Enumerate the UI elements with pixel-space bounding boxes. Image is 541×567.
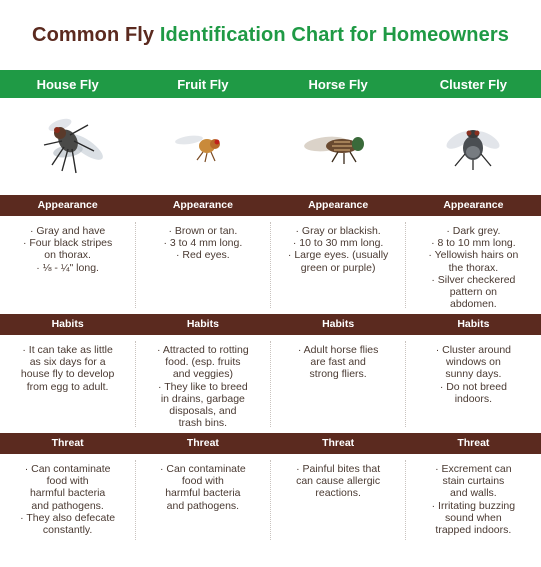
page-title xyxy=(0,24,541,47)
threat-label: Threat xyxy=(457,437,490,449)
bullet-line: · ⅛ - ¼" long. xyxy=(36,261,99,274)
habits-header xyxy=(0,314,541,335)
appearance-horse-fly xyxy=(271,225,406,310)
appearance-fruit-fly xyxy=(135,225,270,310)
horse-fly-image-cell xyxy=(271,100,406,192)
column-divider xyxy=(405,460,406,540)
bullet-line: constantly. xyxy=(42,524,93,537)
bullet-line: trapped indoors. xyxy=(435,524,512,537)
house-fly-image-cell xyxy=(0,100,135,192)
bullet-line: stain curtains xyxy=(442,475,505,488)
bullet-line: · Painful bites that xyxy=(296,463,381,475)
threat-cluster-fly xyxy=(406,463,541,536)
bullet-line: · Dark grey. xyxy=(446,225,501,237)
fly-name-fruit: Fruit Fly xyxy=(177,77,229,92)
habits-label: Habits xyxy=(186,318,219,330)
bullet-line: and pathogens. xyxy=(166,499,240,512)
bullet-line: · Attracted to rotting xyxy=(157,344,249,356)
bullet-line: reactions. xyxy=(315,487,361,500)
bullet-line: sound when xyxy=(445,511,502,524)
habits-cluster-fly xyxy=(406,344,541,429)
bullet-line: · Cluster around xyxy=(435,344,512,356)
appearance-label: Appearance xyxy=(308,199,369,211)
bullet-line: from egg to adult. xyxy=(26,380,109,393)
bullet-line: in drains, garbage xyxy=(160,392,245,405)
bullet-line: house fly to develop xyxy=(20,368,115,381)
fly-name-cluster: Cluster Fly xyxy=(439,77,507,92)
bullet-line: food. (esp. fruits xyxy=(165,356,241,369)
bullet-line: · They like to breed xyxy=(158,380,248,393)
habits-label: Habits xyxy=(51,318,84,330)
bullet-line: · Irritating buzzing xyxy=(431,499,516,512)
column-divider xyxy=(405,222,406,308)
column-divider xyxy=(405,341,406,427)
threat-label: Threat xyxy=(322,437,355,449)
bullet-line: harmful bacteria xyxy=(165,487,241,500)
appearance-house-fly xyxy=(0,225,135,310)
title-part-2: Identification Chart for Homeowners xyxy=(159,24,509,46)
fruit-fly-image-cell xyxy=(135,100,270,192)
horse-fly-icon xyxy=(298,126,378,166)
column-divider xyxy=(270,222,271,308)
bullet-line: harmful bacteria xyxy=(29,487,106,500)
column-divider xyxy=(135,222,136,308)
bullet-line: and veggies) xyxy=(172,368,233,381)
fly-name-house: House Fly xyxy=(36,77,99,92)
bullet-line: the thorax. xyxy=(448,261,499,274)
bullet-line: · Large eyes. (usually xyxy=(287,249,389,262)
appearance-label: Appearance xyxy=(172,199,233,211)
bullet-line: pattern on xyxy=(449,286,498,299)
bullet-line: · Can contaminate xyxy=(159,463,246,475)
column-divider xyxy=(270,341,271,427)
bullet-line: disposals, and xyxy=(169,405,237,418)
column-divider xyxy=(135,341,136,427)
bullet-line: on thorax. xyxy=(44,249,91,262)
bullet-line: · 10 to 30 mm long. xyxy=(292,237,384,250)
habits-label: Habits xyxy=(457,318,490,330)
bullet-line: · Can contaminate xyxy=(24,463,111,475)
threat-house-fly xyxy=(0,463,135,536)
habits-horse-fly xyxy=(271,344,406,429)
bullet-line: · Yellowish hairs on xyxy=(428,249,519,262)
threat-fruit-fly xyxy=(135,463,270,536)
threat-horse-fly xyxy=(271,463,406,536)
threat-label: Threat xyxy=(186,437,219,449)
bullet-line: green or purple) xyxy=(300,261,376,274)
column-divider xyxy=(270,460,271,540)
bullet-line: · Gray or blackish. xyxy=(295,225,381,237)
cluster-fly-icon xyxy=(441,120,505,172)
bullet-line: sunny days. xyxy=(445,368,502,381)
bullet-line: can cause allergic xyxy=(296,475,381,488)
bullet-line: · It can take as little xyxy=(22,344,113,356)
appearance-label: Appearance xyxy=(443,199,504,211)
house-fly-icon xyxy=(30,111,106,181)
fly-name-header xyxy=(0,70,541,98)
bullet-line: · 8 to 10 mm long. xyxy=(431,237,516,250)
bullet-line: as six days for a xyxy=(29,356,106,369)
cluster-fly-image-cell xyxy=(406,100,541,192)
fly-images-row xyxy=(0,100,541,192)
bullet-line: strong fliers. xyxy=(309,368,367,381)
bullet-line: and walls. xyxy=(450,487,497,500)
bullet-line: · They also defecate xyxy=(20,511,116,524)
habits-label: Habits xyxy=(322,318,355,330)
appearance-label: Appearance xyxy=(37,199,98,211)
fly-name-horse: Horse Fly xyxy=(308,77,368,92)
title-part-1: Common Fly xyxy=(32,24,155,46)
bullet-line: · Gray and have xyxy=(29,225,106,237)
bullet-line: abdomen. xyxy=(450,298,497,311)
bullet-line: indoors. xyxy=(454,392,493,405)
habits-fruit-fly xyxy=(135,344,270,429)
bullet-line: windows on xyxy=(445,356,501,369)
threat-label: Threat xyxy=(51,437,84,449)
bullet-line: and pathogens. xyxy=(31,499,104,512)
bullet-line: are fast and xyxy=(310,356,366,369)
bullet-line: · Four black stripes xyxy=(22,237,113,250)
bullet-line: food with xyxy=(181,475,224,488)
fruit-fly-icon xyxy=(173,126,233,166)
bullet-line: · 3 to 4 mm long. xyxy=(163,237,243,250)
column-divider xyxy=(135,460,136,540)
bullet-line: trash bins. xyxy=(178,417,228,430)
bullet-line: · Brown or tan. xyxy=(168,225,238,237)
bullet-line: · Excrement can xyxy=(435,463,512,475)
threat-header xyxy=(0,433,541,454)
habits-house-fly xyxy=(0,344,135,429)
bullet-line: · Adult horse flies xyxy=(297,344,379,356)
bullet-line: · Silver checkered xyxy=(431,273,516,286)
bullet-line: food with xyxy=(46,475,89,488)
bullet-line: · Do not breed xyxy=(439,380,507,393)
appearance-cluster-fly xyxy=(406,225,541,310)
appearance-header xyxy=(0,195,541,216)
bullet-line: · Red eyes. xyxy=(176,249,230,262)
